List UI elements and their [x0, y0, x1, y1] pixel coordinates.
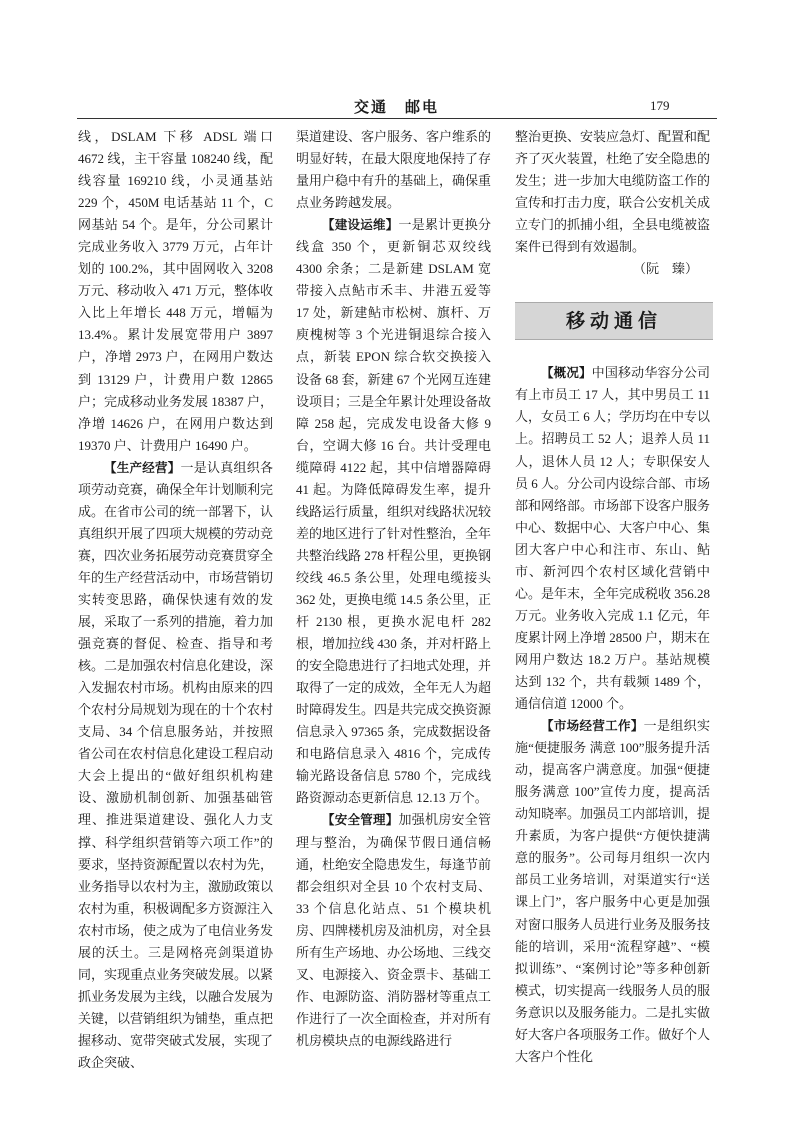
paragraph — [515, 715, 710, 1068]
section-tag: 【安全管理】 — [322, 812, 399, 828]
paragraph: 整治更换、安装应急灯、配置和配齐了灭火装置，杜绝了安全隐患的发生；进一步加大电缆防盗工作的宣传和打击力度，联合公安机关成立专门的抓捕小组，全县电缆被盗案件已得到有效遏制。 — [515, 129, 711, 255]
paragraph — [78, 457, 273, 1074]
section-tag: 【建设运维】 — [322, 217, 399, 233]
section-tag: 【概况】 — [541, 365, 592, 381]
paragraph-text: 一是组织实施“便捷服务 满意 100”服务提升活动，提高客户满意度。加强“便捷服务满意 100”宣传力度，提高活动知晓率。加强员工内部培训，提升素质，为客户提供“方便快捷满意的服务”。公司每月组织一次内部员工业务培训，对渠道实行“送课上门”，客户服务中心更是加强对窗口服务人员进行业务及服务技能的培训，采用“流程穿越”、“模拟训练”、“案例讨论”等多种创新模式，切实提高一线服务人员的服务意识以及服务能力。二是扎实做好大客户各项服务工作。做好个人大客户个性化 — [515, 718, 711, 1064]
paragraph: 渠道建设、客户服务、客户维系的明显好转，在最大限度地保持了存量用户稳中有升的基础上，确保重点业务跨越发展。 — [296, 129, 492, 211]
text-column-1 — [78, 126, 273, 1074]
paragraph — [296, 809, 491, 1052]
header-rule — [77, 118, 717, 119]
section-heading-banner: 移动通信 — [515, 302, 713, 340]
paragraph-text: 中国移动华容分公司有上市员工 17 人，其中男员工 11 人，女员工 6 人；学历均在中专以上。招聘员工 52 人；退养人员 11 人，退休人员 12 人；专职保安人员 6 人。分公司内设综合部、市场部和网络部。市场部下设客户服务中心、数据中心、大客户中心、集团大客户中心和注市、东山、鲇市、新河四个农村区域化营销中心。是年末，全年完成税收 356.28 万元。业务收入完成 1.1 亿元，年度累计网上净增 28500 户，期末在网用户数达 18.2 万户。基站规模达到 132 个，共有载频 1489 个，通信信道 12000 个。 — [515, 365, 711, 712]
paragraph: 线，DSLAM 下移 ADSL 端口 4672 线，主干容量 108240 线，配线容量 169210 线，小灵通基站 229 个，450M 电话基站 11 个，C 网基站 54 个。是年，分公司累计完成业务收入 3779 万元，占年计划的 100.2%，其中固网收入 3208 万元、移动收入 471 万元，整体收入比上年增长 448 万元，增幅为 13.4%。累计发展宽带用户 3897 户，净增 2973 户，在网用户数达到 13129 户，计费用户数 12865 户；完成移动业务发展 18387 户，净增 14626 户，在网用户数达到 19370 户、计费用户 16490 户。 — [78, 129, 274, 453]
paragraph — [296, 214, 491, 809]
page-number: 179 — [650, 98, 670, 113]
text-column-3 — [515, 126, 710, 1068]
section-tag: 【生产经营】 — [104, 459, 181, 475]
author-credit: （阮 臻） — [632, 261, 698, 277]
paragraph-text: 一是累计更换分线盒 350 个，更新铜芯双绞线 4300 余条；二是新建 DSLAM 宽带接入点鲇市禾丰、井港五爱等 17 处，新建鲇市松树、旗杆、万庾槐树等 3 个光进铜退综合接入点，新装 EPON 综合软交换接入设备 68 套，新建 67 个光网互连建设项目；三是全年累计处理设备故障 258 起，完成发电设备大修 9 台，空调大修 16 台。共计受理电缆障碍 4122 起，其中信增器障碍 41 起。为降低障碍发生率，提升线路运行质量，组织对线路状况较差的地区进行了针对性整治，全年共整治线路 278 杆程公里，更换钢绞线 46.5 条公里，处理电缆接头 362 处，更换电缆 14.5 条公里，正杆 2130 根，更换水泥电杆 282 根，增加拉线 430 条，并对杆路上的安全隐患进行了扫地式处理，并取得了一定的成效，全年无人为超时障碍发生。四是共完成交换资源信息录入 97365 条，完成数据设备和电路信息录入 4816 个，完成传输光路设备信息 5780 个，完成线路资源动态更新信息 12.13 万个。 — [296, 217, 492, 806]
text-column-2 — [296, 126, 491, 1052]
paragraph-text: 一是认真组织各项劳动竞赛，确保全年计划顺利完成。在省市公司的统一部署下，认真组织开展了四项大规模的劳动竞赛，四次业务拓展劳动竞赛贯穿全年的生产经营活动中，市场营销切实转变思路，确保快速有效的发展，采取了一系列的措施，着力加强竞赛的督促、检查、指导和考核。二是加强农村信息化建设，深入发掘农村市场。机构由原来的四个农村分局规划为现在的十个农村支局、34 个信息服务站，并按照省公司在农村信息化建设工程启动大会上提出的“做好组织机构建设、激励机制创新、加强基础管理、推进渠道建设、强化人力支撑、科学组织营销等六项工作”的要求，坚持资源配置以农村为先，业务指导以农村为主，激励政策以农村为重，积极调配多方资源注入农村市场，使之成为了电信业务发展的沃土。三是网格亮剑渠道协同，实现重点业务突破发展。以紧抓业务发展为主线，以融合发展为关键，以营销组织为铺垫，重点把握移动、宽带突破式发展，实现了政企突破、 — [78, 459, 274, 1070]
paragraph — [515, 362, 710, 715]
section-tag: 【市场经营工作】 — [541, 718, 644, 734]
running-header-title: 交通 邮电 — [353, 98, 439, 116]
paragraph-text: 加强机房安全管理与整治，为确保节假日通信畅通，杜绝安全隐患发生，每逢节前都会组织对全县 10 个农村支局、33 个信息化站点、51 个模块机房、四牌楼机房及油机房，对全县所有生产场地、办公场地、三线交叉、电源接入、资金票卡、基础工作、电源防盗、消防器材等重点工作进行了一次全面检查，并对所有机房模块点的电源线路进行 — [296, 812, 492, 1048]
